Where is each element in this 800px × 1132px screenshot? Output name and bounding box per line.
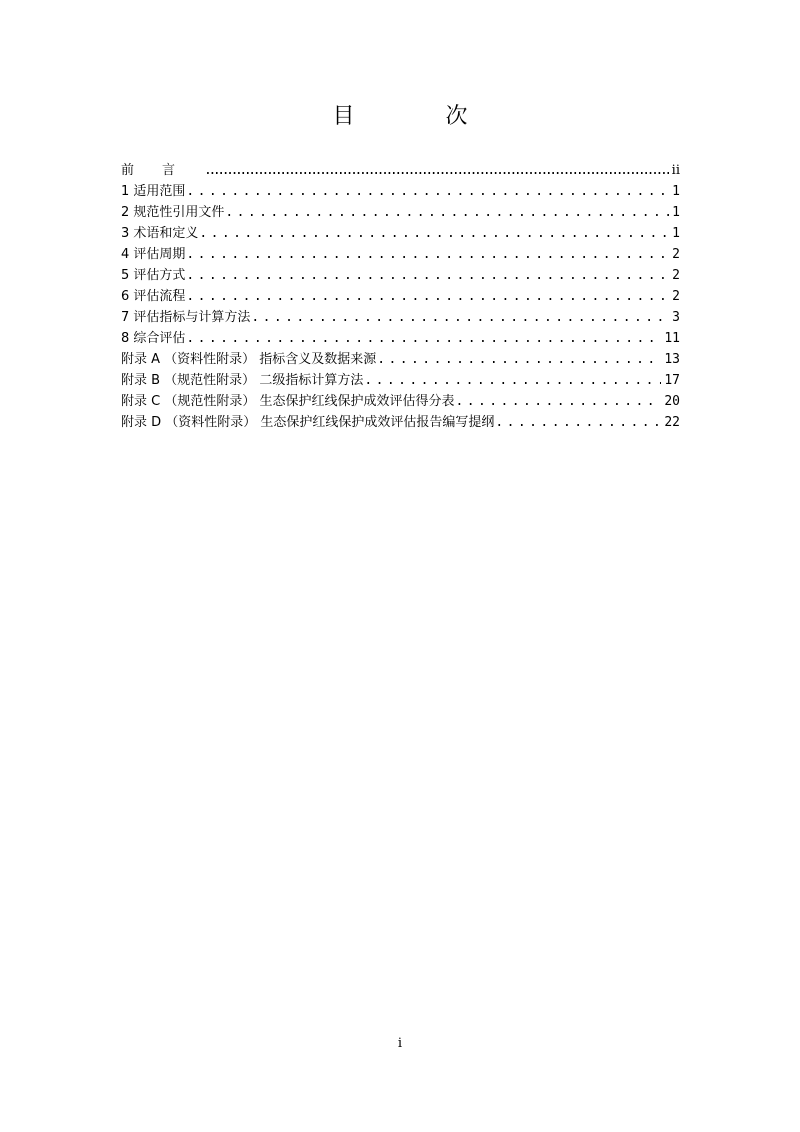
toc-entry-label: 1 适用范围 — [121, 184, 186, 199]
toc-entry-8[interactable] — [121, 328, 680, 349]
toc-leader-dots — [186, 265, 669, 286]
toc-entry-label: 前言 — [121, 163, 204, 178]
toc-entry-page: 1 — [672, 184, 680, 199]
toc-entry-appendix-a[interactable] — [121, 349, 680, 370]
toc-entry-page: 22 — [664, 415, 680, 430]
table-of-contents — [121, 160, 680, 433]
toc-leader-dots — [364, 370, 661, 391]
toc-leader-dots — [204, 160, 669, 181]
toc-leader-dots — [251, 307, 669, 328]
toc-entry-1[interactable] — [121, 181, 680, 202]
toc-entry-4[interactable] — [121, 244, 680, 265]
toc-leader-dots — [186, 244, 669, 265]
toc-entry-label: 8 综合评估 — [121, 331, 186, 346]
toc-entry-label: 4 评估周期 — [121, 247, 186, 262]
toc-entry-6[interactable] — [121, 286, 680, 307]
toc-entry-5[interactable] — [121, 265, 680, 286]
toc-entry-2[interactable] — [121, 202, 680, 223]
toc-leader-dots — [377, 349, 661, 370]
toc-entry-appendix-c[interactable] — [121, 391, 680, 412]
toc-leader-dots — [186, 328, 661, 349]
toc-leader-dots — [495, 412, 661, 433]
toc-entry-page: 1 — [672, 205, 680, 220]
toc-leader-dots — [225, 202, 669, 223]
toc-entry-page: ii — [671, 163, 680, 178]
page-title: 目 次 — [332, 104, 510, 129]
toc-entry-page: 20 — [664, 394, 680, 409]
toc-entry-label: 2 规范性引用文件 — [121, 205, 225, 220]
toc-entry-page: 13 — [664, 352, 680, 367]
page-number: i — [397, 1036, 403, 1051]
toc-entry-preface[interactable] — [121, 160, 680, 181]
toc-leader-dots — [455, 391, 661, 412]
toc-leader-dots — [199, 223, 669, 244]
toc-entry-label: 附录 A （资料性附录） 指标含义及数据来源 — [121, 352, 377, 367]
toc-entry-label: 附录 C （规范性附录） 生态保护红线保护成效评估得分表 — [121, 394, 455, 409]
toc-entry-7[interactable] — [121, 307, 680, 328]
toc-entry-page: 2 — [672, 268, 680, 283]
toc-entry-label: 6 评估流程 — [121, 289, 186, 304]
toc-entry-page: 2 — [672, 289, 680, 304]
toc-entry-appendix-d[interactable] — [121, 412, 680, 433]
toc-entry-appendix-b[interactable] — [121, 370, 680, 391]
toc-entry-label: 附录 B （规范性附录） 二级指标计算方法 — [121, 373, 364, 388]
toc-entry-page: 11 — [664, 331, 680, 346]
toc-entry-page: 2 — [672, 247, 680, 262]
toc-leader-dots — [186, 181, 669, 202]
toc-leader-dots — [186, 286, 669, 307]
toc-entry-label: 3 术语和定义 — [121, 226, 199, 241]
toc-entry-label: 5 评估方式 — [121, 268, 186, 283]
toc-entry-page: 1 — [672, 226, 680, 241]
toc-entry-label: 7 评估指标与计算方法 — [121, 310, 251, 325]
toc-entry-3[interactable] — [121, 223, 680, 244]
toc-entry-page: 17 — [664, 373, 680, 388]
toc-entry-page: 3 — [672, 310, 680, 325]
toc-entry-label: 附录 D （资料性附录） 生态保护红线保护成效评估报告编写提纲 — [121, 415, 495, 430]
